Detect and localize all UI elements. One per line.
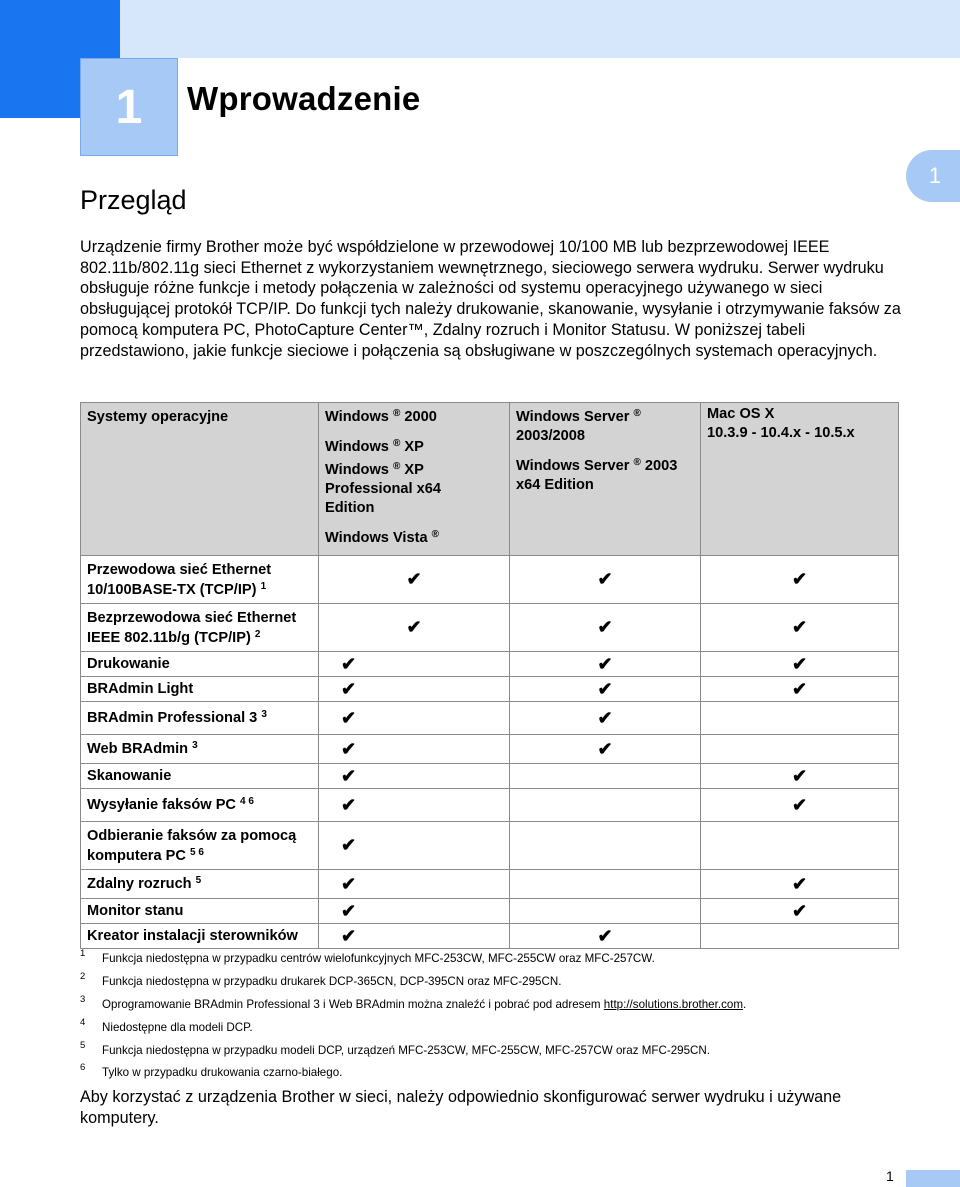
empty-server	[510, 764, 701, 789]
row-label: BRAdmin Light	[81, 677, 319, 702]
check-server: ✔	[510, 702, 701, 735]
check-windows: ✔	[319, 870, 510, 899]
header-mac: Mac OS X 10.3.9 - 10.4.x - 10.5.x	[701, 403, 899, 556]
check-server: ✔	[510, 735, 701, 764]
solutions-link[interactable]: http://solutions.brother.com	[603, 998, 743, 1011]
check-server: ✔	[510, 604, 701, 652]
empty-server	[510, 870, 701, 899]
footnote-text: Tylko w przypadku drukowania czarno-białego.	[102, 1066, 343, 1079]
check-server: ✔	[510, 677, 701, 702]
table-header-row	[81, 403, 899, 556]
footnote-number: 3	[80, 994, 86, 1005]
empty-mac	[701, 924, 899, 949]
empty-mac	[701, 702, 899, 735]
closing-text: Aby korzystać z urządzenia Brother w sieci, należy odpowiednio skonfigurować serwer wydruku i używane komputery.	[80, 1088, 842, 1127]
check-server: ✔	[510, 924, 701, 949]
header-windows-server: Windows Server ® 2003/2008 Windows Server ® 2003 x64 Edition	[510, 403, 701, 556]
footnote-number: 5	[80, 1040, 86, 1051]
row-label: Odbieranie faksów za pomocą komputera PC $^{5 6}$	[81, 822, 319, 870]
table-row	[81, 822, 899, 870]
footnote	[80, 971, 900, 997]
footnote-text: Funkcja niedostępna w przypadku centrów wielofunkcyjnych MFC-253CW, MFC-255CW oraz MFC-257CW.	[102, 952, 655, 965]
table-row	[81, 899, 899, 924]
footnote-text: Niedostępne dla modeli DCP.	[102, 1021, 253, 1034]
header-windows: Windows ® 2000 Windows ® XP Windows ® XP Professional x64 Edition Windows Vista ®	[319, 403, 510, 556]
check-windows: ✔	[319, 556, 510, 604]
empty-server	[510, 789, 701, 822]
chapter-title: Wprowadzenie	[187, 80, 421, 117]
check-mac: ✔	[701, 677, 899, 702]
empty-mac	[701, 822, 899, 870]
row-label: Monitor stanu	[81, 899, 319, 924]
check-windows: ✔	[319, 899, 510, 924]
side-tab-label: 1	[928, 163, 942, 188]
table-row	[81, 604, 899, 652]
footnote-text: Oprogramowanie BRAdmin Professional 3 i Web BRAdmin można znaleźć i pobrać pod adresem http://solutions.brother.com.	[102, 998, 747, 1011]
row-label: Kreator instalacji sterowników	[81, 924, 319, 949]
footnote	[80, 948, 900, 974]
check-mac: ✔	[701, 789, 899, 822]
row-label: Przewodowa sieć Ethernet 10/100BASE-TX (TCP/IP) $^1$	[81, 556, 319, 604]
page-number-bar	[906, 1170, 960, 1187]
check-windows: ✔	[319, 604, 510, 652]
table-row	[81, 870, 899, 899]
check-server: ✔	[510, 652, 701, 677]
footnote-number: 1	[80, 948, 86, 959]
top-header-band	[0, 0, 960, 58]
check-windows: ✔	[319, 652, 510, 677]
row-label: BRAdmin Professional 3 $^3$	[81, 702, 319, 735]
empty-server	[510, 822, 701, 870]
table-row	[81, 924, 899, 949]
check-windows: ✔	[319, 764, 510, 789]
page-number: 1	[886, 1168, 894, 1184]
check-windows: ✔	[319, 702, 510, 735]
intro-paragraph: Urządzenie firmy Brother może być współdzielone w przewodowej 10/100 MB lub bezprzewodowej IEEE 802.11b/802.11g sieci Ethernet z wykorzystaniem wewnętrznego, sieciowego serwera wydruku. Serwer wydruku obsługuje różne funkcje i metody połączenia w zależności od systemu operacyjnego używanego w sieci obsługującej protokół TCP/IP. Do funkcji tych należy drukowanie, skanowanie, wysyłanie i otrzymywanie faksów za pomocą komputera PC, PhotoCapture Center™, Zdalny rozruch i Monitor Statusu. W poniższej tabeli przedstawiono, jakie funkcje sieciowe i połączenia są obsługiwane w poszczególnych systemach operacyjnych.	[80, 238, 901, 360]
check-windows: ✔	[319, 677, 510, 702]
intro-text	[80, 237, 910, 361]
footnote	[80, 994, 900, 1020]
chapter-number: 1	[115, 80, 143, 134]
footnote-number: 6	[80, 1062, 86, 1073]
empty-server	[510, 899, 701, 924]
footnote-number: 4	[80, 1017, 86, 1028]
chapter-side-tab[interactable]	[906, 150, 960, 202]
table-row	[81, 677, 899, 702]
table-row	[81, 789, 899, 822]
footnote-text: Funkcja niedostępna w przypadku drukarek DCP-365CN, DCP-395CN oraz MFC-295CN.	[102, 975, 562, 988]
check-mac: ✔	[701, 899, 899, 924]
row-label: Wysyłanie faksów PC $^{4 6}$	[81, 789, 319, 822]
row-label: Bezprzewodowa sieć Ethernet IEEE 802.11b/g (TCP/IP) $^2$	[81, 604, 319, 652]
check-mac: ✔	[701, 870, 899, 899]
table-row	[81, 556, 899, 604]
check-windows: ✔	[319, 735, 510, 764]
table-row	[81, 735, 899, 764]
footnote	[80, 1062, 900, 1088]
check-mac: ✔	[701, 604, 899, 652]
check-mac: ✔	[701, 764, 899, 789]
footnote-text: Funkcja niedostępna w przypadku modeli DCP, urządzeń MFC-253CW, MFC-255CW, MFC-257CW oraz MFC-295CN.	[102, 1044, 711, 1057]
empty-mac	[701, 735, 899, 764]
footnote	[80, 1017, 900, 1043]
row-label: Skanowanie	[81, 764, 319, 789]
check-windows: ✔	[319, 789, 510, 822]
footnote-number: 2	[80, 971, 86, 982]
table-row	[81, 652, 899, 677]
section-title: Przegląd	[80, 185, 187, 215]
check-windows: ✔	[319, 924, 510, 949]
table-row	[81, 702, 899, 735]
os-support-table	[80, 402, 899, 949]
chapter-number-box	[80, 58, 178, 156]
check-mac: ✔	[701, 652, 899, 677]
row-label: Web BRAdmin $^3$	[81, 735, 319, 764]
header-os-label: Systemy operacyjne	[81, 403, 319, 556]
footnote	[80, 1040, 900, 1066]
row-label: Drukowanie	[81, 652, 319, 677]
row-label: Zdalny rozruch $^5$	[81, 870, 319, 899]
check-server: ✔	[510, 556, 701, 604]
table-row	[81, 764, 899, 789]
check-windows: ✔	[319, 822, 510, 870]
check-mac: ✔	[701, 556, 899, 604]
